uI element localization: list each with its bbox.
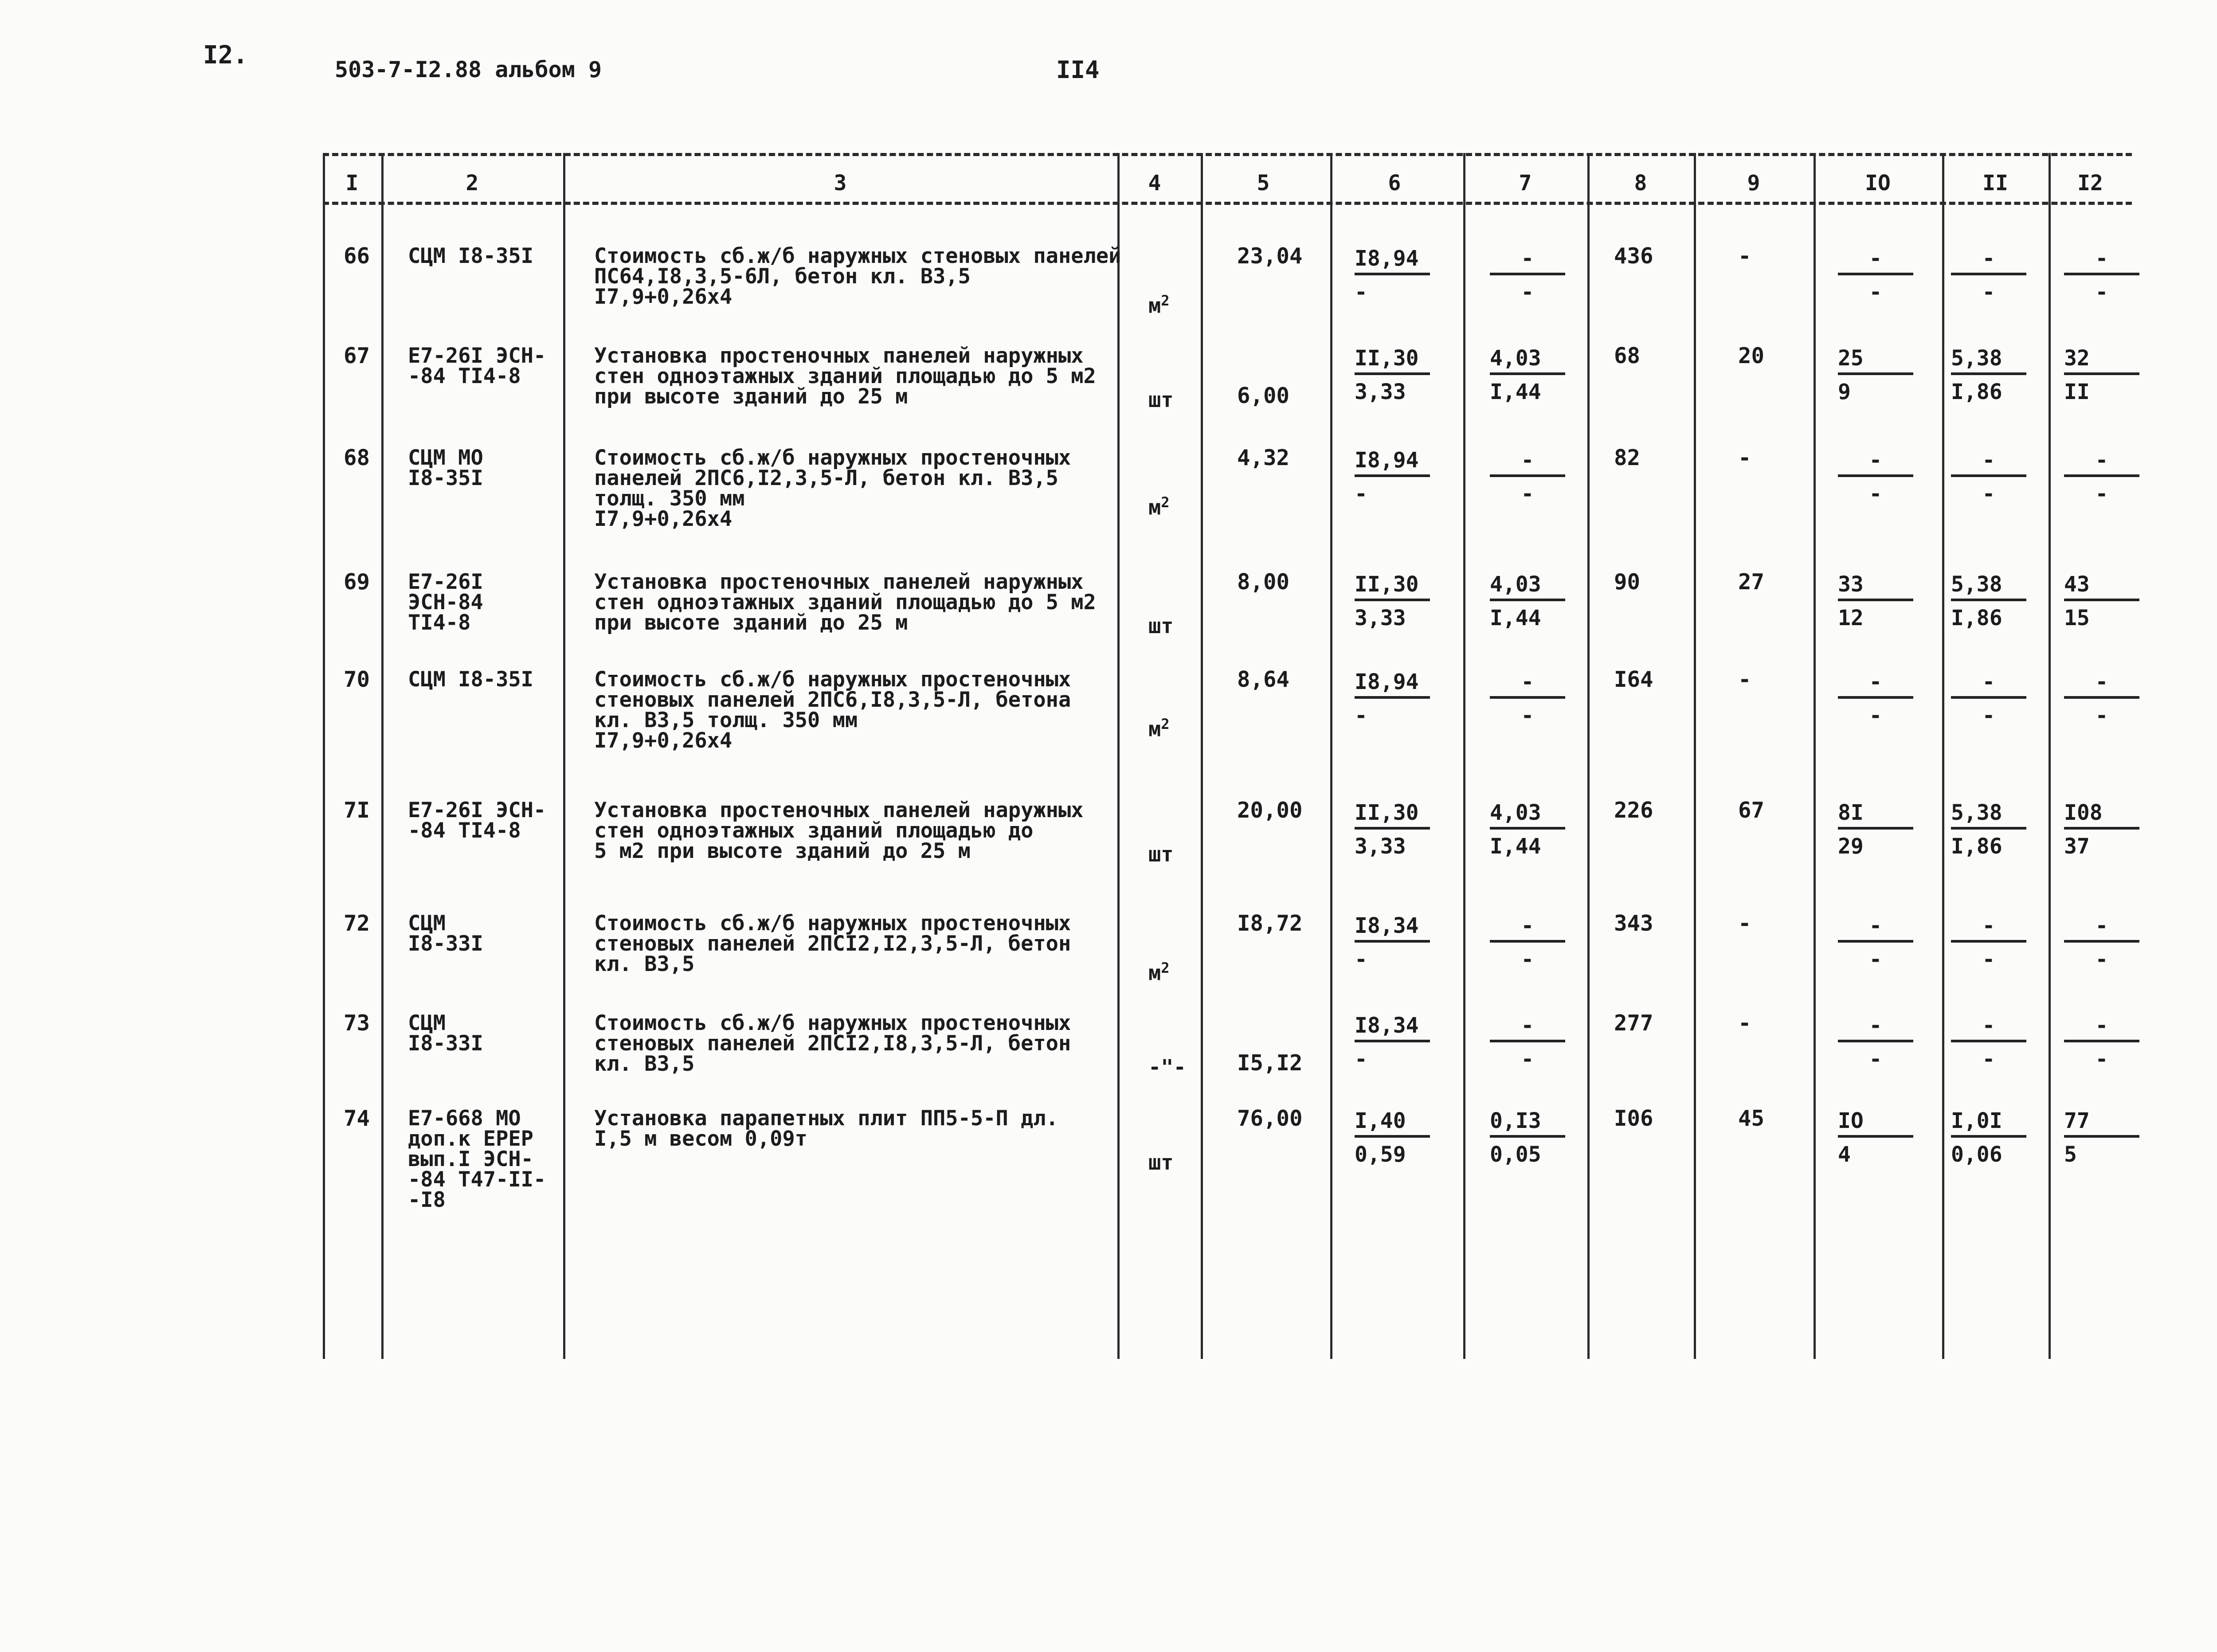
fraction-value	[1355, 572, 1439, 630]
cost-total: 436	[1614, 243, 1653, 269]
fraction-denominator: 15	[2064, 606, 2090, 630]
fraction-value	[2064, 800, 2148, 859]
fraction-value	[1355, 346, 1439, 404]
unit-base: м	[1148, 961, 1161, 986]
norm-code: СЦМ I8-33I	[408, 911, 483, 956]
unit-base: шт	[1148, 842, 1174, 867]
fraction-value	[2064, 246, 2148, 305]
fraction-value	[1838, 448, 1922, 506]
fraction-numerator: -	[1838, 448, 1913, 477]
header-rule	[323, 153, 2132, 156]
work-description: Стоимость сб.ж/б наружных простеночных стеновых панелей 2ПСI2,I8,3,5-Л, бетон кл. В3,5	[594, 1011, 1071, 1076]
fraction-value	[1838, 346, 1922, 404]
fraction-numerator: -	[1490, 1013, 1565, 1042]
fraction-denominator: -	[1982, 947, 1995, 972]
fraction-value	[1490, 669, 1574, 728]
fraction-denominator: -	[1355, 703, 1367, 728]
fraction-denominator: I,44	[1490, 834, 1541, 859]
fraction-numerator: -	[2064, 246, 2139, 275]
column-rule	[1117, 153, 1120, 1359]
fraction-numerator: 5,38	[1951, 346, 2026, 375]
fraction-value	[2064, 572, 2148, 630]
fraction-denominator: -	[2095, 703, 2108, 728]
unit	[1148, 958, 1170, 984]
norm-code: СЦМ МО I8-35I	[408, 446, 483, 490]
fraction-value	[1838, 572, 1922, 630]
fraction-denominator: -	[1521, 482, 1534, 506]
unit-base: шт	[1148, 1151, 1174, 1175]
fraction-value	[1490, 448, 1574, 506]
row-number: 68	[344, 445, 370, 470]
column-rule	[323, 153, 325, 1359]
fraction-value	[1355, 246, 1439, 305]
fraction-value	[2064, 1013, 2148, 1072]
cost-total: 90	[1614, 569, 1641, 595]
work-description: Стоимость сб.ж/б наружных стеновых панелей ПС64,I8,3,5-6Л, бетон кл. В3,5 I7,9+0,26х4	[594, 244, 1121, 309]
row-number: 7I	[344, 798, 370, 823]
unit	[1148, 1057, 1186, 1078]
row-number: 73	[344, 1010, 370, 1036]
fraction-denominator: -	[1869, 703, 1882, 728]
fraction-value	[1838, 1013, 1922, 1072]
column-header: IO	[1865, 171, 1891, 196]
fraction-value	[1490, 572, 1574, 630]
fraction-value	[2064, 346, 2148, 404]
fraction-value	[1951, 913, 2035, 972]
fraction-denominator: 0,05	[1490, 1142, 1541, 1167]
wage-total: 67	[1738, 798, 1765, 823]
fraction-value	[1838, 800, 1922, 859]
fraction-numerator: -	[1838, 1013, 1913, 1042]
fraction-numerator: I8,94	[1355, 448, 1430, 477]
unit-base: м	[1148, 717, 1161, 742]
cost-total: I64	[1614, 667, 1653, 692]
fraction-denominator: -	[1521, 947, 1534, 972]
fraction-denominator: -	[2095, 482, 2108, 506]
work-description: Стоимость сб.ж/б наружных простеночных стеновых панелей 2ПСI2,I2,3,5-Л, бетон кл. В3,5	[594, 911, 1071, 976]
fraction-value	[1490, 800, 1574, 859]
unit-base: м	[1148, 495, 1161, 520]
fraction-denominator: -	[1869, 1047, 1882, 1072]
row-number: 66	[344, 243, 370, 269]
wage-total: -	[1738, 1010, 1751, 1036]
fraction-value	[1355, 1013, 1439, 1072]
wage-total: 20	[1738, 343, 1765, 368]
fraction-denominator: -	[1869, 947, 1882, 972]
column-header: 4	[1148, 171, 1161, 196]
fraction-numerator: -	[2064, 669, 2139, 699]
fraction-numerator: I,40	[1355, 1108, 1430, 1138]
cost-total: 82	[1614, 445, 1641, 470]
sheet-number: I2.	[203, 41, 248, 70]
fraction-value	[1355, 448, 1439, 506]
fraction-denominator: -	[1982, 1047, 1995, 1072]
fraction-denominator: -	[1355, 1047, 1367, 1072]
fraction-denominator: -	[1521, 1047, 1534, 1072]
unit	[1148, 714, 1170, 740]
album-title: 503-7-I2.88 альбом 9	[335, 57, 602, 82]
fraction-denominator: 29	[1838, 834, 1864, 859]
fraction-numerator: I8,94	[1355, 246, 1430, 275]
wage-total: -	[1738, 445, 1751, 470]
column-rule	[1463, 153, 1465, 1359]
row-number: 67	[344, 343, 370, 368]
fraction-numerator: -	[1490, 246, 1565, 275]
unit-exponent: 2	[1161, 494, 1170, 511]
fraction-numerator: 4,03	[1490, 572, 1565, 601]
work-description: Стоимость сб.ж/б наружных простеночных стеновых панелей 2ПС6,I8,3,5-Л, бетона кл. В3,5 толщ. 350 мм I7,9+0,26х4	[594, 667, 1071, 753]
quantity: 23,04	[1237, 243, 1303, 269]
header-rule	[323, 202, 2132, 205]
unit	[1148, 290, 1170, 317]
fraction-numerator: -	[1838, 246, 1913, 275]
fraction-value	[1490, 346, 1574, 404]
fraction-numerator: -	[1490, 448, 1565, 477]
norm-code: Е7-26I ЭСН- -84 TI4-8	[408, 344, 546, 388]
fraction-denominator: I,86	[1951, 380, 2002, 404]
fraction-value	[1490, 246, 1574, 305]
fraction-denominator: -	[1982, 280, 1995, 305]
fraction-numerator: -	[2064, 913, 2139, 943]
unit	[1148, 842, 1174, 867]
fraction-numerator: 77	[2064, 1108, 2139, 1138]
norm-code: Е7-668 МО доп.к ЕРЕР вып.I ЭСН- -84 T47-II- -I8	[408, 1106, 546, 1212]
fraction-numerator: 8I	[1838, 800, 1913, 830]
fraction-denominator: 4	[1838, 1142, 1851, 1167]
fraction-value	[1838, 669, 1922, 728]
fraction-numerator: -	[1951, 1013, 2026, 1042]
fraction-value	[1355, 913, 1439, 972]
fraction-numerator: 32	[2064, 346, 2139, 375]
fraction-value	[1951, 1108, 2035, 1167]
fraction-value	[1838, 913, 1922, 972]
quantity: I5,I2	[1237, 1050, 1303, 1076]
norm-code: Е7-26I ЭСН-84 TI4-8	[408, 570, 483, 635]
column-header: 9	[1747, 171, 1760, 196]
column-header: I2	[2077, 171, 2103, 196]
fraction-denominator: -	[1355, 280, 1367, 305]
fraction-numerator: I08	[2064, 800, 2139, 830]
fraction-denominator: 3,33	[1355, 834, 1406, 859]
fraction-value	[2064, 448, 2148, 506]
fraction-numerator: -	[1490, 913, 1565, 943]
fraction-value	[1951, 800, 2035, 859]
column-header: 7	[1519, 171, 1532, 196]
fraction-denominator: I,44	[1490, 606, 1541, 630]
fraction-numerator: I8,34	[1355, 1013, 1430, 1042]
unit-exponent: 2	[1161, 959, 1170, 976]
fraction-value	[1838, 1108, 1922, 1167]
fraction-denominator: I,86	[1951, 834, 2002, 859]
quantity: 6,00	[1237, 383, 1290, 408]
fraction-denominator: 0,06	[1951, 1142, 2002, 1167]
fraction-numerator: -	[1951, 669, 2026, 699]
column-header: 8	[1634, 171, 1647, 196]
fraction-value	[1951, 448, 2035, 506]
fraction-value	[1355, 1108, 1439, 1167]
fraction-numerator: -	[1490, 669, 1565, 699]
fraction-denominator: -	[1982, 482, 1995, 506]
quantity: I8,72	[1237, 911, 1303, 936]
fraction-denominator: -	[2095, 280, 2108, 305]
fraction-denominator: I,86	[1951, 606, 2002, 630]
fraction-value	[1951, 572, 2035, 630]
fraction-numerator: 4,03	[1490, 800, 1565, 830]
column-rule	[563, 153, 565, 1359]
fraction-numerator: -	[1838, 913, 1913, 943]
fraction-denominator: 9	[1838, 380, 1851, 404]
fraction-value	[1490, 913, 1574, 972]
column-rule	[1330, 153, 1332, 1359]
fraction-denominator: -	[1521, 703, 1534, 728]
fraction-denominator: 3,33	[1355, 606, 1406, 630]
norm-code: СЦМ I8-33I	[408, 1011, 483, 1056]
fraction-value	[1951, 669, 2035, 728]
row-number: 74	[344, 1106, 370, 1131]
fraction-numerator: I8,34	[1355, 913, 1430, 943]
fraction-value	[1951, 246, 2035, 305]
fraction-value	[1355, 800, 1439, 859]
wage-total: 45	[1738, 1106, 1765, 1131]
fraction-value	[2064, 669, 2148, 728]
fraction-value	[1951, 1013, 2035, 1072]
fraction-numerator: II,30	[1355, 346, 1430, 375]
work-description: Установка парапетных плит ПП5-5-П дл. I,5 м весом 0,09т	[594, 1106, 1058, 1151]
fraction-numerator: 43	[2064, 572, 2139, 601]
fraction-value	[1355, 669, 1439, 728]
norm-code: СЦМ I8-35I	[408, 244, 533, 268]
fraction-numerator: 25	[1838, 346, 1913, 375]
column-header: 6	[1388, 171, 1401, 196]
work-description: Стоимость сб.ж/б наружных простеночных панелей 2ПС6,I2,3,5-Л, бетон кл. В3,5 толщ. 350 мм I7,9+0,26х4	[594, 446, 1071, 531]
fraction-numerator: 5,38	[1951, 572, 2026, 601]
fraction-denominator: -	[1869, 280, 1882, 305]
row-number: 70	[344, 667, 370, 692]
work-description: Установка простеночных панелей наружных стен одноэтажных зданий площадью до 5 м2 при высоте зданий до 25 м	[594, 344, 1096, 409]
unit	[1148, 492, 1170, 518]
work-description: Установка простеночных панелей наружных стен одноэтажных зданий площадью до 5 м2 при высоте зданий до 25 м	[594, 570, 1096, 635]
quantity: 4,32	[1237, 445, 1290, 470]
wage-total: 27	[1738, 569, 1765, 595]
page-number: II4	[1056, 56, 1100, 84]
column-rule	[381, 153, 384, 1359]
fraction-value	[1951, 346, 2035, 404]
fraction-numerator: 0,I3	[1490, 1108, 1565, 1138]
cost-total: I06	[1614, 1106, 1653, 1131]
fraction-denominator: 0,59	[1355, 1142, 1406, 1167]
norm-code: СЦМ I8-35I	[408, 667, 533, 692]
quantity: 8,00	[1237, 569, 1290, 595]
fraction-denominator: 37	[2064, 834, 2090, 859]
fraction-denominator: -	[1521, 280, 1534, 305]
unit-base: шт	[1148, 614, 1174, 638]
wage-total: -	[1738, 243, 1751, 269]
cost-total: 68	[1614, 343, 1641, 368]
column-rule	[1814, 153, 1816, 1359]
quantity: 20,00	[1237, 798, 1303, 823]
fraction-numerator: -	[1838, 669, 1913, 699]
unit	[1148, 616, 1174, 637]
norm-code: Е7-26I ЭСН- -84 TI4-8	[408, 798, 546, 843]
column-header: I	[345, 171, 359, 196]
fraction-denominator: II	[2064, 380, 2090, 404]
fraction-value	[1838, 246, 1922, 305]
wage-total: -	[1738, 667, 1751, 692]
fraction-denominator: -	[2095, 1047, 2108, 1072]
column-rule	[1201, 153, 1203, 1359]
unit-base: шт	[1148, 388, 1174, 412]
fraction-numerator: -	[2064, 1013, 2139, 1042]
fraction-denominator: -	[2095, 947, 2108, 972]
row-number: 69	[344, 569, 370, 595]
unit-base: м	[1148, 294, 1161, 318]
quantity: 76,00	[1237, 1106, 1303, 1131]
cost-total: 343	[1614, 911, 1653, 936]
fraction-denominator: 12	[1838, 606, 1864, 630]
row-number: 72	[344, 911, 370, 936]
column-header: 3	[834, 171, 847, 196]
column-rule	[1694, 153, 1696, 1359]
column-rule	[2049, 153, 2051, 1359]
fraction-denominator: -	[1355, 482, 1367, 506]
fraction-numerator: II,30	[1355, 800, 1430, 830]
unit-exponent: 2	[1161, 292, 1170, 309]
fraction-numerator: I8,94	[1355, 669, 1430, 699]
work-description: Установка простеночных панелей наружных стен одноэтажных зданий площадью до 5 м2 при высоте зданий до 25 м	[594, 798, 1084, 863]
column-rule	[1587, 153, 1590, 1359]
cost-total: 226	[1614, 798, 1653, 823]
fraction-numerator: IO	[1838, 1108, 1913, 1138]
fraction-numerator: 4,03	[1490, 346, 1565, 375]
column-header: 2	[466, 171, 479, 196]
column-rule	[1942, 153, 1944, 1359]
fraction-denominator: -	[1982, 703, 1995, 728]
column-header: 5	[1257, 171, 1270, 196]
fraction-value	[2064, 913, 2148, 972]
wage-total: -	[1738, 911, 1751, 936]
fraction-numerator: 33	[1838, 572, 1913, 601]
fraction-value	[2064, 1108, 2148, 1167]
fraction-numerator: 5,38	[1951, 800, 2026, 830]
fraction-denominator: -	[1355, 947, 1367, 972]
fraction-numerator: -	[1951, 448, 2026, 477]
fraction-denominator: -	[1869, 482, 1882, 506]
unit-base: -"-	[1148, 1055, 1186, 1080]
fraction-denominator: I,44	[1490, 380, 1541, 404]
fraction-numerator: I,0I	[1951, 1108, 2026, 1138]
cost-total: 277	[1614, 1010, 1653, 1036]
fraction-numerator: -	[1951, 913, 2026, 943]
column-header: II	[1982, 171, 2008, 196]
unit	[1148, 390, 1174, 411]
fraction-numerator: II,30	[1355, 572, 1430, 601]
quantity: 8,64	[1237, 667, 1290, 692]
fraction-numerator: -	[2064, 448, 2139, 477]
fraction-value	[1490, 1013, 1574, 1072]
fraction-denominator: 5	[2064, 1142, 2077, 1167]
fraction-denominator: 3,33	[1355, 380, 1406, 404]
unit	[1148, 1153, 1174, 1173]
fraction-value	[1490, 1108, 1574, 1167]
unit-exponent: 2	[1161, 716, 1170, 732]
fraction-numerator: -	[1951, 246, 2026, 275]
